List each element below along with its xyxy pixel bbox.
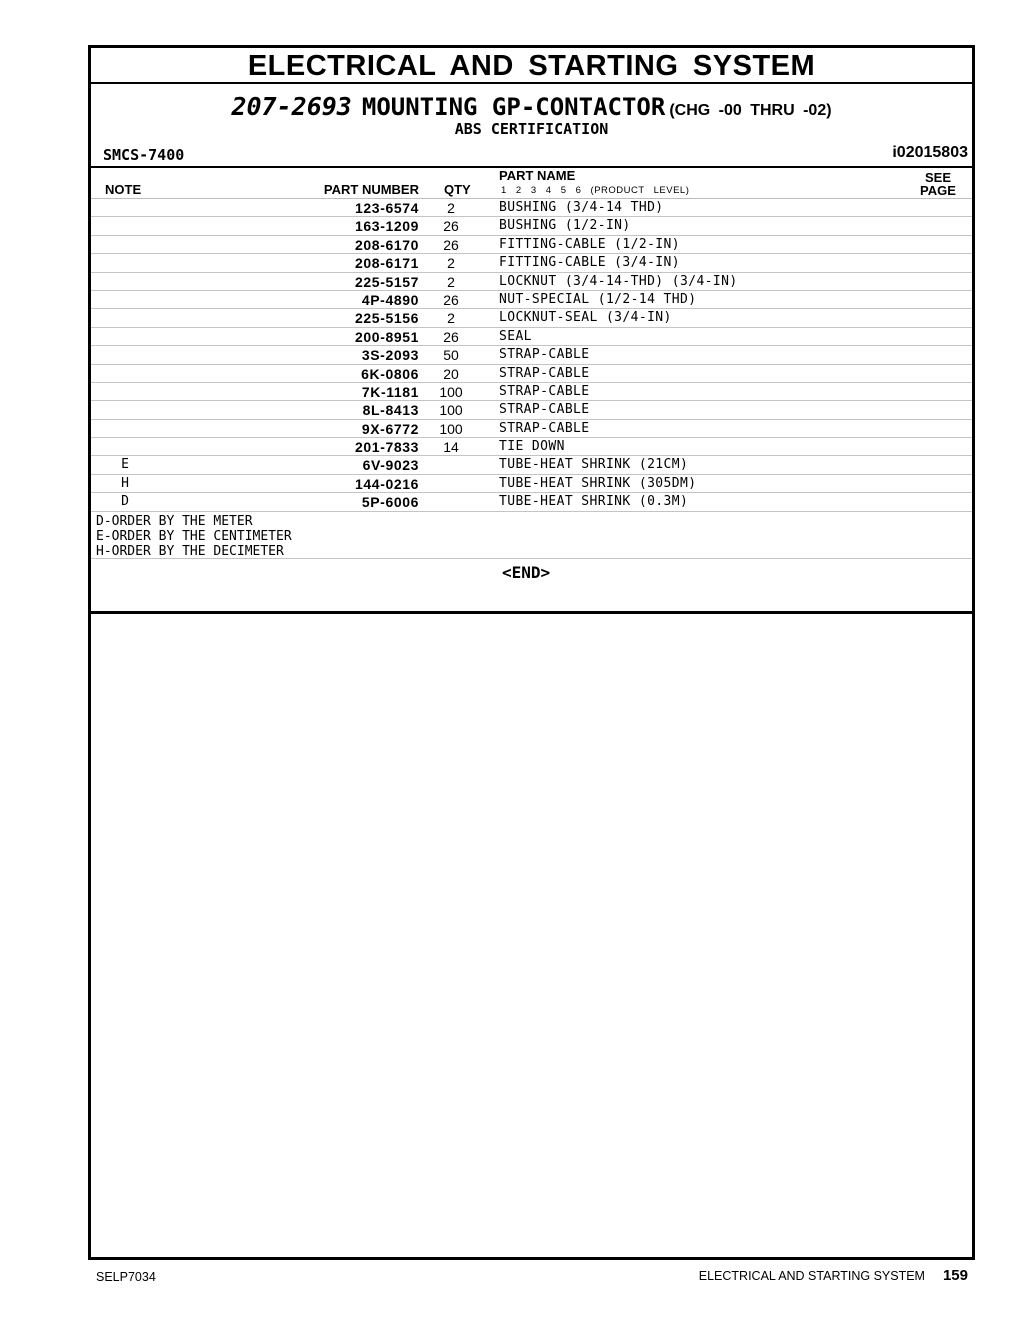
illustration-id: i02015803 — [892, 144, 968, 161]
smcs-code: SMCS-7400 — [103, 146, 185, 164]
row-part-number: 201-7833 — [355, 439, 419, 456]
row-part-number: 5P-6006 — [361, 494, 419, 511]
row-note: E — [121, 457, 129, 473]
table-row — [91, 493, 972, 511]
row-part-number: 9X-6772 — [361, 420, 419, 437]
group-change-range: (CHG -00 THRU -02) — [669, 102, 832, 119]
end-row — [91, 559, 972, 614]
row-part-number: 200-8951 — [355, 328, 419, 345]
table-row — [91, 401, 972, 419]
row-part-name: FITTING-CABLE (3/4-IN) — [499, 255, 680, 271]
table-row — [91, 475, 972, 493]
row-part-name: BUSHING (1/2-IN) — [499, 218, 631, 234]
row-part-name: STRAP-CABLE — [499, 383, 590, 399]
row-part-name: LOCKNUT-SEAL (3/4-IN) — [499, 310, 672, 326]
row-note: H — [121, 475, 129, 491]
header-part-name: PART NAME — [499, 168, 576, 183]
note-line: D-ORDER BY THE METER — [96, 513, 253, 529]
footer-section: ELECTRICAL AND STARTING SYSTEM — [698, 1269, 925, 1283]
row-part-name: STRAP-CABLE — [499, 420, 590, 436]
row-qty: 14 — [443, 439, 459, 456]
row-part-number: 225-5156 — [355, 310, 419, 327]
notes-block — [91, 512, 972, 559]
table-row — [91, 199, 972, 217]
row-part-name: TUBE-HEAT SHRINK (305DM) — [499, 475, 697, 491]
table-row — [91, 309, 972, 327]
row-qty: 26 — [443, 291, 459, 308]
row-part-name: STRAP-CABLE — [499, 347, 590, 363]
row-part-name: BUSHING (3/4-14 THD) — [499, 200, 664, 215]
section-title: ELECTRICAL AND STARTING SYSTEM — [91, 48, 972, 84]
row-part-number: 6K-0806 — [361, 365, 419, 382]
row-note: D — [121, 494, 129, 510]
table-row — [91, 254, 972, 272]
table-row — [91, 383, 972, 401]
row-qty: 26 — [443, 218, 459, 235]
row-part-name: LOCKNUT (3/4-14-THD) (3/4-IN) — [499, 273, 738, 289]
parts-table-body — [91, 199, 972, 512]
footer-right — [699, 1267, 968, 1284]
row-part-name: TUBE-HEAT SHRINK (0.3M) — [499, 494, 689, 510]
header-see: SEE — [925, 170, 952, 185]
table-row — [91, 291, 972, 309]
row-qty: 2 — [447, 273, 455, 290]
table-row — [91, 346, 972, 364]
row-qty: 100 — [439, 383, 463, 400]
header-qty: QTY — [444, 182, 471, 197]
table-header — [91, 168, 972, 199]
table-row — [91, 438, 972, 456]
row-qty: 26 — [443, 328, 459, 345]
row-part-name: FITTING-CABLE (1/2-IN) — [499, 236, 680, 252]
footer-doc-id: SELP7034 — [96, 1270, 156, 1284]
row-part-number: 144-0216 — [355, 475, 419, 492]
row-part-number: 6V-9023 — [362, 457, 419, 474]
row-part-number: 7K-1181 — [361, 383, 419, 400]
header-note: NOTE — [105, 182, 142, 197]
row-part-number: 123-6574 — [355, 200, 419, 216]
header-product-level: 1 2 3 4 5 6 (PRODUCT LEVEL) — [501, 185, 690, 196]
row-qty: 2 — [447, 200, 455, 216]
table-row — [91, 420, 972, 438]
row-part-number: 163-1209 — [355, 218, 419, 235]
table-row — [91, 456, 972, 474]
table-row — [91, 328, 972, 346]
row-qty: 100 — [439, 402, 463, 419]
row-part-name: TUBE-HEAT SHRINK (21CM) — [499, 457, 689, 473]
row-qty: 2 — [447, 310, 455, 327]
row-part-number: 208-6171 — [355, 255, 419, 272]
row-part-name: STRAP-CABLE — [499, 402, 590, 418]
row-qty: 2 — [447, 255, 455, 272]
end-marker: <END> — [502, 562, 551, 582]
row-qty: 20 — [443, 365, 459, 382]
table-row — [91, 236, 972, 254]
note-line: H-ORDER BY THE DECIMETER — [96, 543, 284, 559]
row-qty: 100 — [439, 420, 463, 437]
row-part-name: STRAP-CABLE — [499, 365, 590, 381]
group-subtitle: ABS CERTIFICATION — [454, 120, 609, 138]
row-part-number: 4P-4890 — [361, 291, 419, 308]
group-name: MOUNTING GP-CONTACTOR — [361, 93, 666, 121]
row-part-name: SEAL — [499, 328, 532, 344]
table-row — [91, 217, 972, 235]
row-part-number: 208-6170 — [355, 236, 419, 253]
row-qty: 50 — [443, 347, 459, 364]
row-part-number: 8L-8413 — [362, 402, 419, 419]
row-part-number: 225-5157 — [355, 273, 419, 290]
row-qty: 26 — [443, 236, 459, 253]
smcs-row — [91, 140, 972, 168]
header-page: PAGE — [920, 183, 956, 198]
table-row — [91, 365, 972, 383]
footer-page-number: 159 — [942, 1267, 968, 1284]
row-part-name: NUT-SPECIAL (1/2-14 THD) — [499, 291, 697, 307]
header-part-number: PART NUMBER — [323, 182, 419, 197]
parts-page-frame — [88, 45, 975, 1260]
row-part-number: 3S-2093 — [361, 347, 419, 364]
note-line: E-ORDER BY THE CENTIMETER — [96, 528, 292, 544]
group-part-number: 207-2693 — [231, 92, 352, 121]
row-part-name: TIE DOWN — [499, 439, 565, 455]
group-title — [91, 92, 972, 120]
table-row — [91, 273, 972, 291]
